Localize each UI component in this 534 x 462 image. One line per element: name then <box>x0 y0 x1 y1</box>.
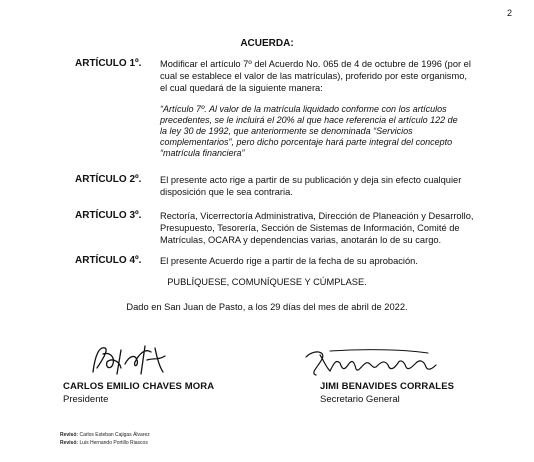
signature-president <box>85 338 185 380</box>
article-2-line: disposición que le sea contraria. <box>160 187 293 197</box>
article-3-line: Matrículas, OCARA y dependencias varias, anotarán lo de su cargo. <box>160 235 442 245</box>
quote-line: “Artículo 7º. Al valor de la matrícula liquidado conforme con los artículos <box>160 104 447 114</box>
reviewer-line-2 <box>60 440 148 446</box>
article-1-line: el cual quedará de la siguiente manera: <box>160 83 323 93</box>
article-1-label: ARTÍCULO 1º. <box>75 58 142 69</box>
article-1-quote <box>160 104 490 159</box>
article-4-line: El presente Acuerdo rige a partir de la fecha de su aprobación. <box>160 256 418 266</box>
article-1-line: Modificar el artículo 7º del Acuerdo No. 065 de 4 de octubre de 1996 (por el <box>160 59 471 69</box>
article-2-body <box>160 174 490 198</box>
article-1-line: cual se establece el valor de las matrículas), proferido por este organismo, <box>160 71 467 81</box>
signer-name-president: CARLOS EMILIO CHAVES MORA <box>63 381 215 392</box>
quote-line: complementarios”, pero dicho porcentaje hará parte integral del concepto <box>160 137 453 147</box>
article-1-body <box>160 58 490 94</box>
article-3-body <box>160 210 490 246</box>
signature-secretary <box>300 345 440 379</box>
page-number: 2 <box>506 8 512 18</box>
signer-role-president: Presidente <box>63 394 109 405</box>
reviewer-line-1 <box>60 432 150 438</box>
article-4-body <box>160 255 490 267</box>
signer-role-secretary: Secretario General <box>320 394 400 405</box>
reviewer-name: Luis Hernando Portillo Riascos <box>79 440 148 446</box>
reviewer-name: Carlos Esteban Cajigas Álvarez <box>79 432 150 438</box>
quote-line: “matrícula financiera” <box>160 148 245 158</box>
quote-line: precedentes, se le incluirá el 20% al que hace referencia el artículo 122 de <box>160 115 458 125</box>
resolution-heading: ACUERDA: <box>240 38 294 49</box>
article-4-label: ARTÍCULO 4º. <box>75 255 142 266</box>
article-3-label: ARTÍCULO 3º. <box>75 210 142 221</box>
signer-name-secretary: JIMI BENAVIDES CORRALES <box>320 381 455 392</box>
article-3-line: Rectoría, Vicerrectoría Administrativa, Dirección de Planeación y Desarrollo, <box>160 211 474 221</box>
reviewer-label: Revisó: <box>60 440 79 446</box>
article-3-line: Presupuesto, Tesorería, Sección de Sistemas de Información, Comité de <box>160 223 460 233</box>
dated-line: Dado en San Juan de Pasto, a los 29 días del mes de abril de 2022. <box>126 302 408 312</box>
closing-formula: PUBLÍQUESE, COMUNÍQUESE Y CÚMPLASE. <box>167 277 367 287</box>
article-2-line: El presente acto rige a partir de su publicación y deja sin efecto cualquier <box>160 175 462 185</box>
reviewer-label: Revisó: <box>60 432 79 438</box>
article-2-label: ARTÍCULO 2º. <box>75 174 142 185</box>
quote-line: la ley 30 de 1992, que anteriormente se denominada “Servicios <box>160 126 413 136</box>
